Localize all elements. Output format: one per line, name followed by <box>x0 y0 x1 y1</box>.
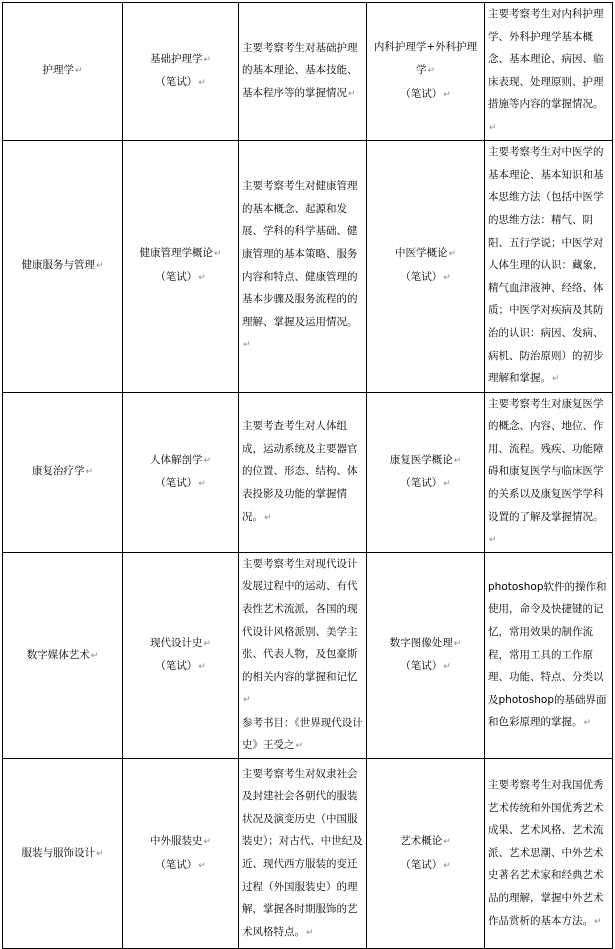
course-name: 中外服装史 <box>149 834 203 847</box>
paragraph-mark-icon: ↵ <box>348 89 356 100</box>
exam-mode: （笔试） <box>400 271 443 284</box>
paragraph-mark-icon: ↵ <box>583 718 592 729</box>
paragraph-mark-icon: ↵ <box>198 273 206 284</box>
paragraph-mark-icon: ↵ <box>427 65 436 76</box>
major-name: 健康服务与管理 <box>21 259 95 272</box>
course1-cell <box>123 552 239 758</box>
paragraph-mark-icon: ↵ <box>443 273 451 284</box>
paragraph-mark-icon: ↵ <box>95 261 104 272</box>
paragraph-mark-icon: ↵ <box>306 927 314 938</box>
exam-mode: （笔试） <box>155 271 198 284</box>
exam-mode: （笔试） <box>155 660 198 673</box>
exam-mode: （笔试） <box>400 477 443 490</box>
paragraph-mark-icon: ↵ <box>243 695 251 706</box>
table-body <box>3 3 613 949</box>
paragraph-mark-icon: ↵ <box>95 848 104 859</box>
table-row <box>3 759 613 949</box>
major-name: 服装与服饰设计 <box>21 846 95 859</box>
major-cell <box>3 140 123 392</box>
exam-description: photoshop软件的操作和使用，命令及快捷键的记忆，常用效果的制作流程，常用工具的工作原理、功能、特点、分类以及photoshop的基础界面和色彩原理的掌握。 <box>488 580 607 729</box>
major-name: 康复治疗学 <box>31 465 85 478</box>
exam-description: 主要考察考生对奴隶社会及封建社会各朝代的服装状况及演变历史（中国服装史）；对古代、中世纪及近、现代西方服装的变迁过程（外国服装史）的理解，掌握各时期服饰的艺术风格特点。 <box>242 767 363 938</box>
paragraph-mark-icon: ↵ <box>203 638 212 649</box>
course-name: 数字图像处理 <box>389 636 453 649</box>
paragraph-mark-icon: ↵ <box>90 650 99 661</box>
paragraph-mark-icon: ↵ <box>448 249 457 260</box>
table-row <box>3 552 613 758</box>
course1-cell <box>123 3 239 141</box>
course2-description-cell <box>485 392 613 552</box>
exam-description: 主要考察考生对康复医学的概念、内容、地位、作用、流程。残疾、功能障碍和康复医学与临床医学的关系以及康复医学学科设置的了解及掌握情况。 <box>488 397 604 523</box>
paragraph-mark-icon: ↵ <box>443 860 451 871</box>
paragraph-mark-icon: ↵ <box>443 89 451 100</box>
paragraph-mark-icon: ↵ <box>443 662 451 673</box>
course-name: 健康管理学概论 <box>139 247 213 260</box>
exam-mode: （笔试） <box>400 660 443 673</box>
course1-description-cell <box>239 759 367 949</box>
table-row <box>3 392 613 552</box>
course-name: 内科护理学+外科护理学 <box>373 41 478 76</box>
major-cell <box>3 552 123 758</box>
course2-description-cell <box>485 552 613 758</box>
course2-cell <box>367 392 485 552</box>
course-name: 现代设计史 <box>149 636 203 649</box>
major-cell <box>3 3 123 141</box>
exam-mode: （笔试） <box>155 76 198 89</box>
course-name: 人体解剖学 <box>149 453 203 466</box>
paragraph-mark-icon: ↵ <box>203 836 212 847</box>
paragraph-mark-icon: ↵ <box>453 638 462 649</box>
course1-cell <box>123 140 239 392</box>
paragraph-mark-icon: ↵ <box>295 741 304 752</box>
major-cell <box>3 392 123 552</box>
paragraph-mark-icon: ↵ <box>198 860 206 871</box>
exam-description: 主要考察考生对中医学的基本理论、基本知识和基本思维方法（包括中医学的思维方法：精气、阴阳、五行学说；中医学对人体生理的认识：藏象，精气血津液神、经络、体质；中医学对疾病及其防治的认识：病因、发病、病机、防治原则）的初步理解和掌握。 <box>488 146 604 385</box>
exam-mode: （笔试） <box>155 477 198 490</box>
exam-description: 主要考察考生对基础护理的基本理论、基本技能、基本程序等的掌握情况 <box>242 41 358 100</box>
course2-description-cell <box>485 140 613 392</box>
major-cell <box>3 759 123 949</box>
course2-cell <box>367 552 485 758</box>
exam-subject-table <box>2 2 613 949</box>
course1-cell <box>123 392 239 552</box>
course1-description-cell <box>239 3 367 141</box>
exam-description: 主要考察考生对内科护理学、外科护理学基本概念、基本理论、病因、临床表现、处理原则、护理措施等内容的掌握情况。 <box>488 8 604 111</box>
paragraph-mark-icon: ↵ <box>243 340 251 351</box>
table-row <box>3 3 613 141</box>
course1-description-cell <box>239 140 367 392</box>
course-name: 艺术概论 <box>400 834 443 847</box>
exam-description: 主要考察考生对现代设计发展过程中的运动、有代表性艺术流派，各国的现代设计风格派别、美学主张、代表人物，及包豪斯的相关内容的掌握和记忆 <box>242 557 358 683</box>
paragraph-mark-icon: ↵ <box>443 836 451 847</box>
exam-description: 主要考察考生对健康管理的基本概念、起源和发展、学科的科学基础、健康管理的基本策略、服务内容和特点、健康管理的基本步骤及服务流程的的理解、掌握及运用情况。 <box>242 180 358 328</box>
course2-cell <box>367 3 485 141</box>
table-row <box>3 140 613 392</box>
exam-mode: （笔试） <box>400 87 443 100</box>
paragraph-mark-icon: ↵ <box>85 467 94 478</box>
course-name: 基础护理学 <box>149 52 203 65</box>
course2-description-cell <box>485 3 613 141</box>
paragraph-mark-icon: ↵ <box>443 479 451 490</box>
paragraph-mark-icon: ↵ <box>198 479 206 490</box>
paragraph-mark-icon: ↵ <box>203 54 212 65</box>
paragraph-mark-icon: ↵ <box>203 455 212 466</box>
exam-description: 主要考查考生对人体组成，运动系统及主要器官的位置、形态、结构、体表投影及功能的掌握情况。 <box>242 420 358 523</box>
paragraph-mark-icon: ↵ <box>74 66 83 77</box>
course2-cell <box>367 140 485 392</box>
paragraph-mark-icon: ↵ <box>594 916 602 927</box>
exam-mode: （笔试） <box>155 858 198 871</box>
course1-cell <box>123 759 239 949</box>
paragraph-mark-icon: ↵ <box>489 122 497 133</box>
course-name: 康复医学概论 <box>389 453 453 466</box>
paragraph-mark-icon: ↵ <box>264 512 272 523</box>
course2-cell <box>367 759 485 949</box>
exam-description: 主要考察考生对我国优秀艺术传统和外国优秀艺术成果、艺术风格、艺术流派、艺术思潮、中外艺术史著名艺术家和经典艺术品的理解，掌握中外艺术作品赏析的基本方法。 <box>488 778 604 927</box>
paragraph-mark-icon: ↵ <box>489 535 497 546</box>
course2-description-cell <box>485 759 613 949</box>
paragraph-mark-icon: ↵ <box>198 662 206 673</box>
exam-mode: （笔试） <box>400 858 443 871</box>
paragraph-mark-icon: ↵ <box>453 455 462 466</box>
course1-description-cell <box>239 552 367 758</box>
course1-description-cell <box>239 392 367 552</box>
course-name: 中医学概论 <box>394 247 448 260</box>
paragraph-mark-icon: ↵ <box>198 78 206 89</box>
paragraph-mark-icon: ↵ <box>213 249 222 260</box>
exam-description: 参考书目：《世界现代设计史》王受之 <box>242 716 363 752</box>
paragraph-mark-icon: ↵ <box>552 374 560 385</box>
major-name: 数字媒体艺术 <box>26 648 90 661</box>
major-name: 护理学 <box>42 64 74 77</box>
